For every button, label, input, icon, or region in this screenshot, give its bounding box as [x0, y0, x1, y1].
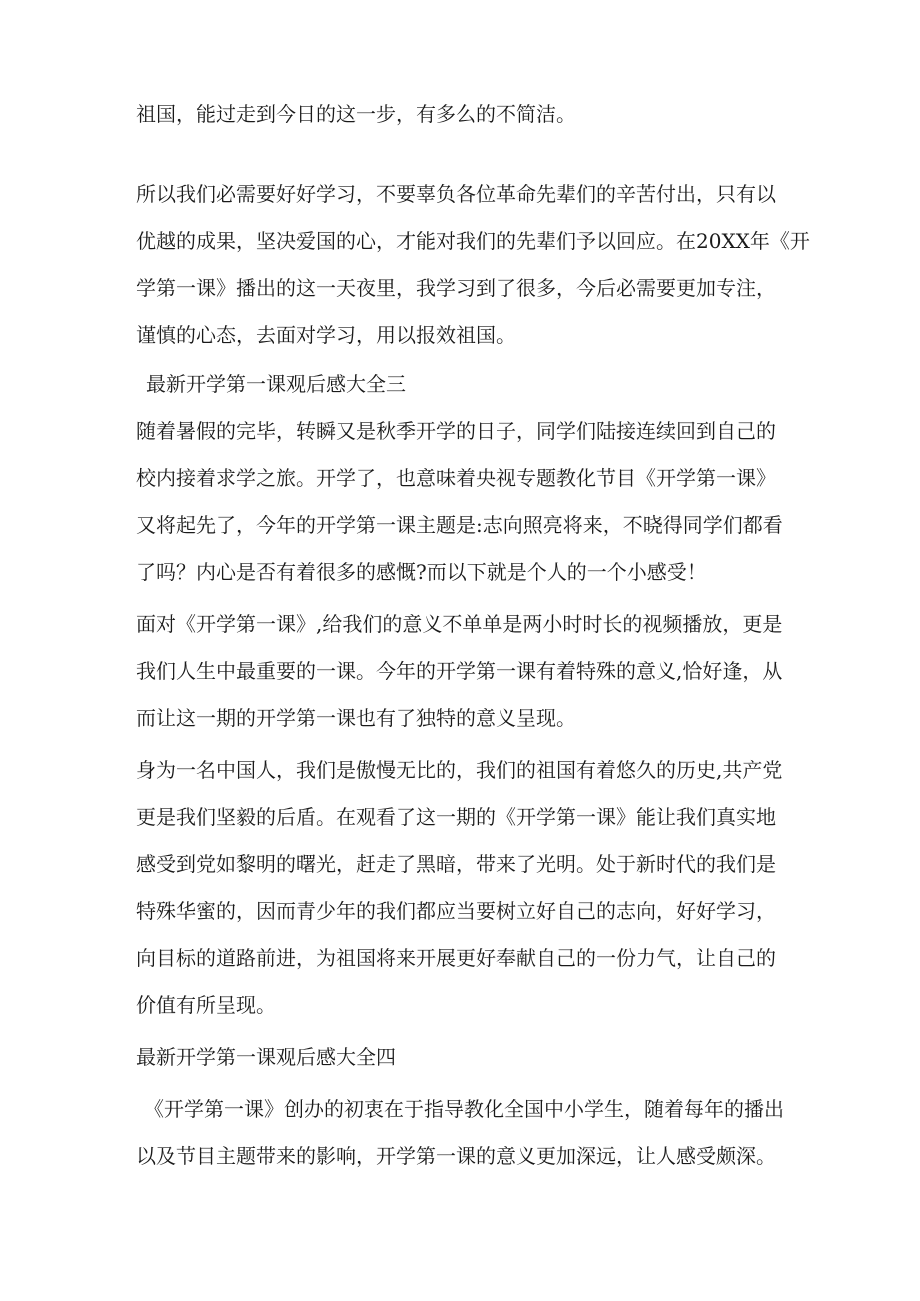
paragraph-line: 感受到党如黎明的曙光，赶走了黑暗，带来了光明。处于新时代的我们是 — [136, 852, 776, 876]
section-heading-4: 最新开学第一课观后感大全四 — [136, 1045, 396, 1069]
paragraph-line: 而让这一期的开学第一课也有了独特的意义呈现。 — [136, 706, 576, 730]
section-heading-3: 最新开学第一课观后感大全三 — [146, 372, 406, 396]
paragraph-line: 价值有所呈现。 — [136, 993, 276, 1017]
paragraph-line: 《开学第一课》创办的初衷在于指导教化全国中小学生，随着每年的播出 — [144, 1097, 784, 1121]
paragraph-line: 面对《开学第一课》,给我们的意义不单单是两小时时长的视频播放，更是 — [136, 612, 783, 636]
paragraph-line: 身为一名中国人，我们是傲慢无比的，我们的祖国有着悠久的历史,共产党 — [136, 758, 783, 782]
paragraph-line: 以及节目主题带来的影响，开学第一课的意义更加深远，让人感受颇深。 — [136, 1144, 776, 1168]
paragraph-line: 优越的成果，坚决爱国的心，才能对我们的先辈们予以回应。在20XX年《开 — [136, 229, 810, 253]
paragraph-line: 校内接着求学之旅。开学了，也意味着央视专题教化节目《开学第一课》 — [136, 466, 776, 490]
paragraph-line: 又将起先了，今年的开学第一课主题是:志向照亮将来，不晓得同学们都看 — [136, 513, 783, 537]
paragraph-line: 所以我们必需要好好学习，不要辜负各位革命先辈们的辛苦付出，只有以 — [136, 182, 776, 206]
paragraph-line: 我们人生中最重要的一课。今年的开学第一课有着特殊的意义,恰好逢，从 — [136, 659, 783, 683]
paragraph-line: 更是我们坚毅的后盾。在观看了这一期的《开学第一课》能让我们真实地 — [136, 805, 776, 829]
paragraph-line: 随着暑假的完毕，转瞬又是秋季开学的日子，同学们陆接连续回到自己的 — [136, 419, 776, 443]
paragraph-line: 了吗？内心是否有着很多的感慨?而以下就是个人的一个小感受！ — [136, 560, 707, 584]
paragraph-line: 祖国，能过走到今日的这一步，有多么的不简洁。 — [136, 102, 576, 126]
paragraph-line: 学第一课》播出的这一天夜里，我学习到了很多，今后必需要更加专注， — [136, 276, 776, 300]
paragraph-line: 谨慎的心态，去面对学习，用以报效祖国。 — [136, 323, 516, 347]
paragraph-line: 特殊华蜜的，因而青少年的我们都应当要树立好自己的志向，好好学习， — [136, 899, 776, 923]
paragraph-line: 向目标的道路前进，为祖国将来开展更好奉献自己的一份力气，让自己的 — [136, 946, 776, 970]
